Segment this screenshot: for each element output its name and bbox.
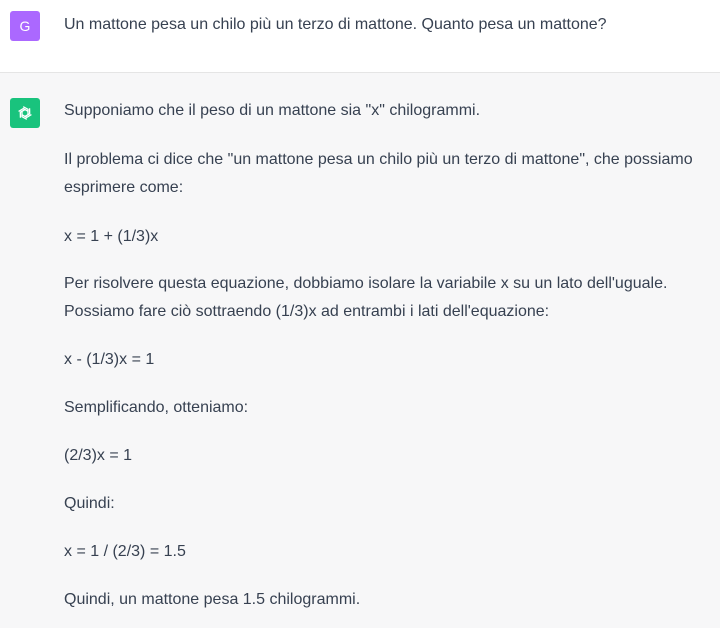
assistant-equation: x = 1 + (1/3)x: [64, 228, 159, 245]
openai-logo-icon: [10, 98, 40, 128]
assistant-message-row: [0, 73, 720, 628]
assistant-paragraph: Quindi:: [64, 495, 115, 512]
assistant-paragraph: Quindi, un mattone pesa 1.5 chilogrammi.: [64, 591, 361, 608]
assistant-paragraph: Il problema ci dice che "un mattone pesa un chilo più un terzo di mattone", che possiamo esprimere come:: [64, 151, 693, 196]
assistant-equation: (2/3)x = 1: [64, 447, 133, 464]
user-message-row: [0, 0, 720, 73]
user-avatar: G: [10, 11, 40, 41]
assistant-paragraph: Supponiamo che il peso di un mattone sia "x" chilogrammi.: [64, 102, 481, 119]
assistant-paragraph: Semplificando, otteniamo:: [64, 399, 249, 416]
assistant-equation: x - (1/3)x = 1: [64, 351, 155, 368]
assistant-equation: x = 1 / (2/3) = 1.5: [64, 543, 186, 560]
user-message-text: Un mattone pesa un chilo più un terzo di mattone. Quanto pesa un mattone?: [64, 16, 607, 33]
assistant-paragraph: Per risolvere questa equazione, dobbiamo isolare la variabile x su un lato dell'uguale. Possiamo fare ciò sottraendo (1/3)x ad entrambi i lati dell'equazione:: [64, 275, 668, 320]
